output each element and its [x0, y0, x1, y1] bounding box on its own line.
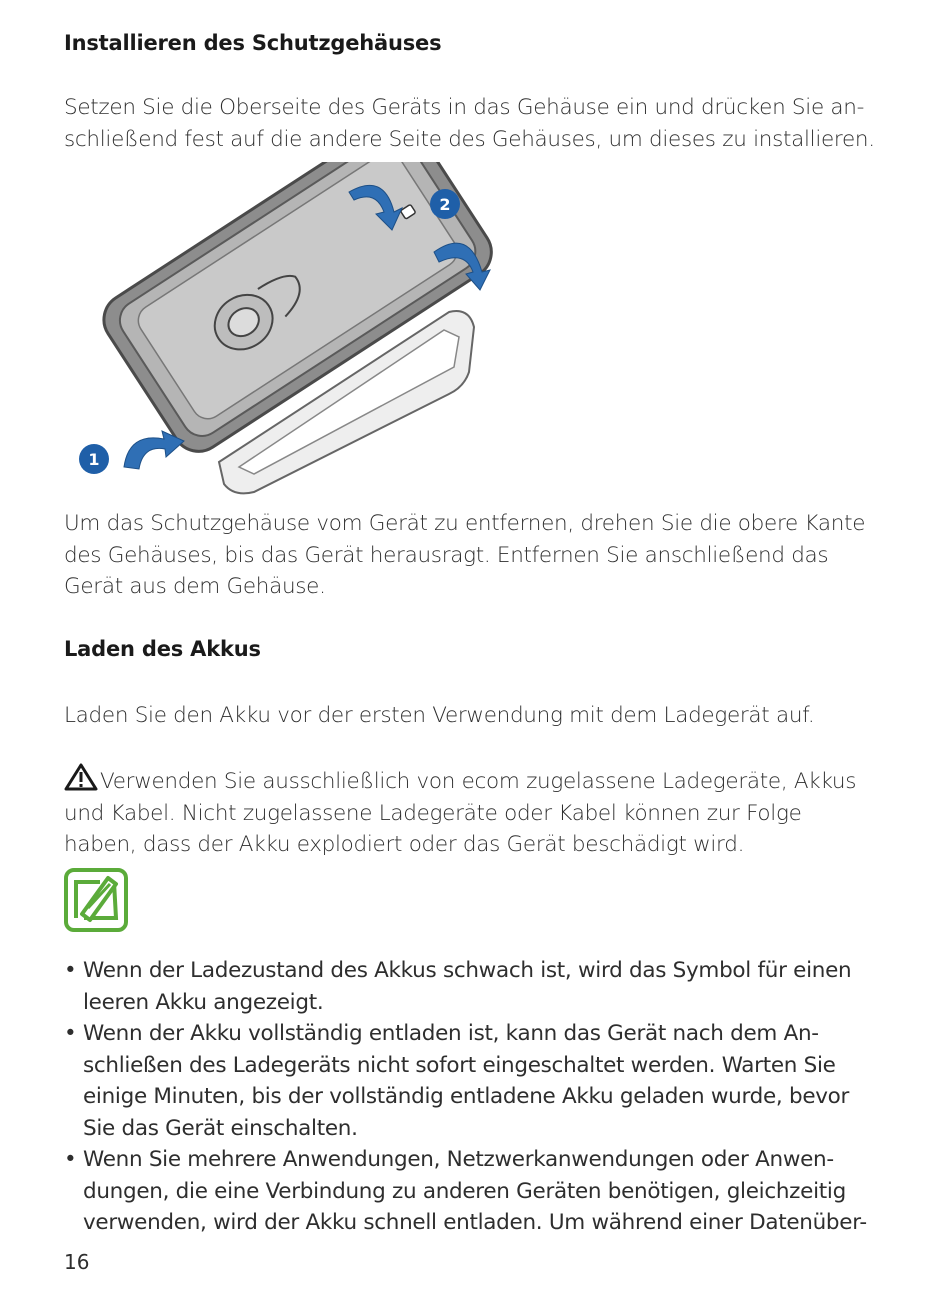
svg-text:2: 2	[439, 195, 451, 214]
warning-text: Verwenden Sie ausschließlich von ecom zugelassene Ladegeräte, Akkus	[100, 769, 857, 794]
page-number: 16	[64, 1250, 90, 1274]
step-badge-1	[79, 444, 109, 474]
list-item	[64, 1018, 894, 1144]
text-line: und Kabel. Nicht zugelassene Ladegeräte oder Kabel können zur Folge	[64, 800, 802, 826]
step-badge-2	[430, 189, 460, 219]
case-install-illustration	[64, 162, 509, 497]
text-line	[64, 763, 894, 798]
text-line: schließen des Ladegeräts nicht sofort eingeschaltet werden. Warten Sie	[83, 1052, 836, 1078]
text-line: Um das Schutzgehäuse vom Gerät zu entfernen, drehen Sie die obere Kante	[64, 511, 866, 536]
warning-note	[64, 763, 894, 861]
list-item	[64, 1144, 894, 1239]
heading-install-case: Installieren des Schutzgehäuses	[64, 31, 442, 55]
removal-instructions	[64, 508, 894, 603]
text-line: Setzen Sie die Oberseite des Geräts in das Gehäuse ein und drücken Sie an-	[64, 95, 865, 120]
svg-text:1: 1	[88, 450, 100, 469]
note-pencil-icon	[64, 868, 128, 932]
text-line: • Wenn der Ladezustand des Akkus schwach ist, wird das Symbol für einen	[83, 958, 852, 983]
text-line: • Wenn Sie mehrere Anwendungen, Netzwerkanwendungen oder Anwen-	[83, 1147, 834, 1172]
heading-charge-battery: Laden des Akkus	[64, 637, 261, 661]
rotate-arrow-icon	[124, 431, 184, 469]
text-line: schließend fest auf die andere Seite des Gehäuses, um dieses zu installieren.	[64, 126, 875, 152]
text-line: Laden Sie den Akku vor der ersten Verwendung mit dem Ladegerät auf.	[64, 703, 815, 728]
text-line: Gerät aus dem Gehäuse.	[64, 574, 326, 599]
install-instructions	[64, 92, 894, 155]
text-line: • Wenn der Akku vollständig entladen ist, kann das Gerät nach dem An-	[83, 1021, 819, 1046]
charge-intro	[64, 700, 894, 732]
warning-triangle-icon	[64, 763, 98, 791]
text-line: haben, dass der Akku explodiert oder das Gerät beschädigt wird.	[64, 832, 745, 857]
battery-tips-list	[64, 955, 894, 1239]
text-line: leeren Akku angezeigt.	[83, 989, 324, 1015]
text-line: des Gehäuses, bis das Gerät herausragt. Entfernen Sie anschließend das	[64, 542, 829, 568]
text-line: verwenden, wird der Akku schnell entladen. Um während einer Datenüber-	[83, 1210, 867, 1235]
text-line: Sie das Gerät einschalten.	[83, 1115, 358, 1141]
list-item	[64, 955, 894, 1018]
text-line: dungen, die eine Verbindung zu anderen Geräten benötigen, gleichzeitig	[83, 1178, 846, 1204]
text-line: einige Minuten, bis der vollständig entladene Akku geladen wurde, bevor	[83, 1084, 850, 1109]
